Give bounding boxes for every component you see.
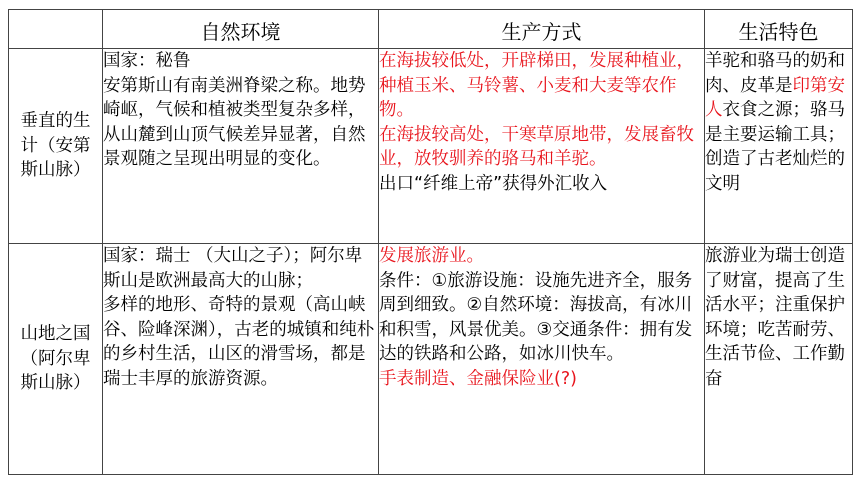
header-empty-cell — [9, 10, 103, 49]
environment-alps — [103, 244, 379, 475]
production-alps-conditions: 条件：①旅游设施：设施先进齐全，服务周到细致。②自然环境：海拔高，有冰川和积雪，风景优美。③交通条件：拥有发达的铁路和公路，如冰川快车。 — [379, 270, 693, 364]
header-life: 生活特色 — [705, 10, 853, 49]
environment-alps-country: 国家：瑞士 （大山之子）；阿尔卑斯山是欧洲最高大的山脉； — [103, 246, 363, 291]
table-row-andes — [9, 49, 853, 244]
environment-andes — [103, 49, 379, 244]
production-andes-low-altitude: 在海拔较低处，开辟梯田，发展种植业，种植玉米、马铃薯、小麦和大麦等农作物。 — [379, 51, 694, 120]
life-andes-pre: 羊驼和骆马的奶和肉、皮革是 — [705, 51, 845, 96]
production-andes — [379, 49, 705, 244]
production-andes-high-altitude: 在海拔较高处，干寒草原地带，发展畜牧业，放牧驯养的骆马和羊驼。 — [379, 124, 694, 169]
life-andes — [705, 49, 853, 244]
production-andes-export: 出口“纤维上帝”获得外汇收入 — [379, 173, 608, 194]
row-name-alps: 山地之国（阿尔卑斯山脉） — [9, 244, 103, 475]
production-alps-industry: 手表制造、金融保险业(?) — [379, 368, 577, 389]
environment-alps-text: 多样的地形、奇特的景观（高山峡谷、险峰深渊），古老的城镇和纯朴的乡村生活，山区的滑雪场，都是瑞士丰厚的旅游资源。 — [103, 295, 375, 389]
header-row — [9, 10, 853, 49]
table-row-alps — [9, 244, 853, 475]
life-alps: 旅游业为瑞士创造了财富，提高了生活水平；注重保护环境；吃苦耐劳、生活节俭、工作勤奋 — [705, 244, 853, 475]
production-alps-tourism: 发展旅游业。 — [379, 246, 484, 266]
comparison-table — [8, 9, 853, 475]
life-andes-highlight: 印第安人 — [705, 75, 845, 120]
row-name-andes: 垂直的生计（安第斯山脉） — [9, 49, 103, 244]
environment-andes-country: 国家：秘鲁 — [103, 51, 191, 71]
production-alps — [379, 244, 705, 475]
header-production: 生产方式 — [379, 10, 705, 49]
life-andes-post: 衣食之源；骆马是主要运输工具；创造了古老灿烂的文明 — [705, 100, 845, 194]
environment-andes-text: 安第斯山有南美洲脊梁之称。地势崎岖，气候和植被类型复杂多样，从山麓到山顶气候差异显著，自然景观随之呈现出明显的变化。 — [103, 75, 366, 169]
header-environment: 自然环境 — [103, 10, 379, 49]
